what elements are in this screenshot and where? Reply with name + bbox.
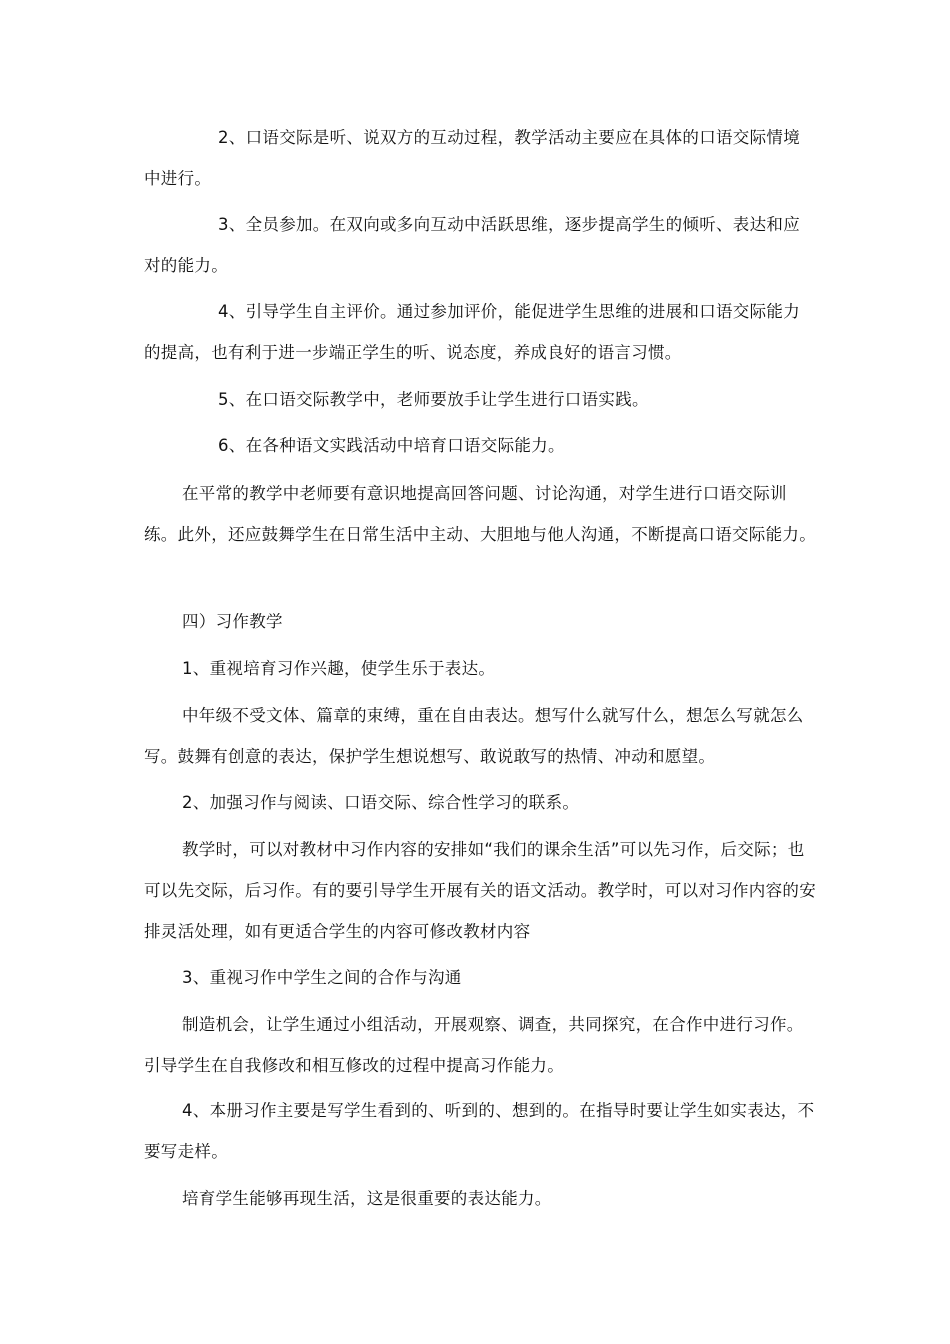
paragraph-oral-practice: 5、在口语交际教学中，老师要放手让学生进行口语实践。 [218,390,649,409]
paragraph-reproduce-life: 培育学生能够再现生活，这是很重要的表达能力。 [182,1189,552,1208]
paragraph-writing-links: 2、加强习作与阅读、口语交际、综合性学习的联系。 [182,793,580,812]
paragraph-daily-teaching: 在平常的教学中老师要有意识地提高回答问题、讨论沟通，对学生进行口语交际训练。此外，还应鼓舞学生在日常生活中主动、大胆地与他人沟通，不断提高口语交际能力。 [144,484,816,544]
paragraph-oral-interaction-process: 2、口语交际是听、说双方的互动过程，教学活动主要应在具体的口语交际情境中进行。 [144,128,800,188]
paragraph-cooperation: 3、重视习作中学生之间的合作与沟通 [182,968,462,987]
paragraph-group-activities: 制造机会，让学生通过小组活动，开展观察、调查，共同探究，在合作中进行习作。引导学生在自我修改和相互修改的过程中提高习作能力。 [144,1015,804,1075]
paragraph-full-participation: 3、全员参加。在双向或多向互动中活跃思维，逐步提高学生的倾听、表达和应对的能力。 [144,215,800,275]
paragraph-free-expression: 中年级不受文体、篇章的束缚，重在自由表达。想写什么就写什么，想怎么写就怎么写。鼓舞有创意的表达，保护学生想说想写、敢说敢写的热情、冲动和愿望。 [144,706,804,766]
paragraph-writing-interest: 1、重视培育习作兴趣，使学生乐于表达。 [182,659,496,678]
paragraph-language-activities: 6、在各种语文实践活动中培育口语交际能力。 [218,436,565,455]
section-heading-writing-teaching: 四）习作教学 [182,612,283,631]
paragraph-teaching-arrangement: 教学时，可以对教材中习作内容的安排如“我们的课余生活”可以先习作，后交际；也可以先交际，后习作。有的要引导学生开展有关的语文活动。教学时，可以对习作内容的安排灵活处理，如有更适合学生的内容可修改教材内容 [144,840,816,941]
paragraph-writing-content: 4、本册习作主要是写学生看到的、听到的、想到的。在指导时要让学生如实表达，不要写走样。 [144,1101,815,1161]
paragraph-self-evaluation: 4、引导学生自主评价。通过参加评价，能促进学生思维的进展和口语交际能力的提高，也有利于进一步端正学生的听、说态度，养成良好的语言习惯。 [144,302,800,362]
